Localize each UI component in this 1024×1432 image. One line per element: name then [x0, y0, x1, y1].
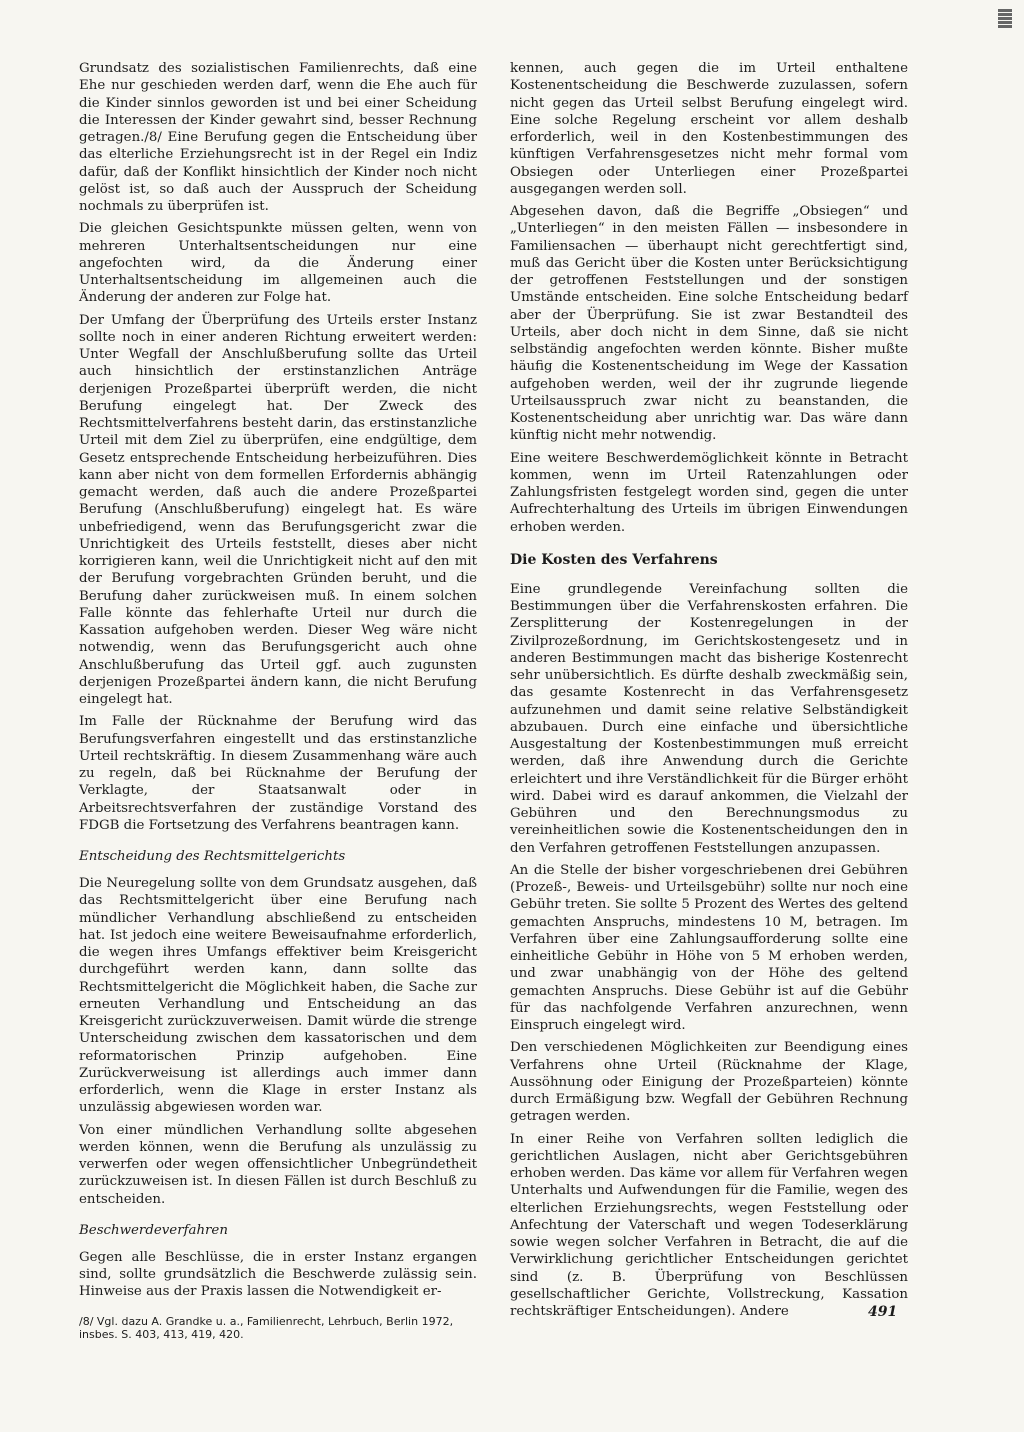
- paragraph: Im Falle der Rücknahme der Berufung wird das Berufungsverfahren eingestellt und das erstinstanzliche Urteil rechtskräftig. In diesem Zusammenhang wäre auch zu regeln, daß bei Rücknahme der Berufung der Verklagte, der Staatsanwalt oder in Arbeitsrechtsverfahren der zuständige Vorstand des FDGB die Fortsetzung des Verfahrens beantragen kann.: [79, 714, 477, 833]
- footnote: /8/ Vgl. dazu A. Grandke u. a., Familienrecht, Lehrbuch, Berlin 1972, insbes. S. 403, 413, 419, 420.: [79, 1314, 454, 1341]
- section-heading-entscheidung: Entscheidung des Rechtsmittelgerichts: [79, 849, 346, 864]
- section-heading-beschwerde: Beschwerdeverfahren: [79, 1222, 228, 1238]
- paragraph: Eine weitere Beschwerdemöglichkeit könnte in Betracht kommen, wenn im Urteil Ratenzahlungen oder Zahlungsfristen festgelegt worden sind, gegen die unter Aufrechterhaltung des Urteils im übrigen Einwendungen erhoben werden.: [510, 450, 908, 535]
- section-heading-kosten: Die Kosten des Verfahrens: [510, 551, 718, 568]
- page-edge-mark: [998, 8, 1012, 32]
- paragraph: In einer Reihe von Verfahren sollten lediglich die gerichtlichen Auslagen, nicht aber Gerichtsgebühren erhoben werden. Das käme vor allem für Verfahren wegen Unterhalts und Aufwendungen für die Familie, wegen des elterlichen Erziehungsrechts, wegen Feststellung oder Anfechtung der Vaterschaft und wegen Todeserklärung sowie wegen solcher Verfahren in Betracht, die auf die Verwirklichung gerichtlicher Entscheidungen gerichtet sind (z. B. Überprüfung von Beschlüssen gesellschaftlicher Gerichte, Vollstreckung, Kassation rechtskräftiger Entscheidungen). Andere: [510, 1131, 908, 1319]
- page-number: 491: [868, 1304, 898, 1320]
- paragraph: Gegen alle Beschlüsse, die in erster Instanz ergangen sind, sollte grundsätzlich die Beschwerde zulässig sein. Hinweise aus der Praxis lassen die Notwendigkeit er-: [79, 1249, 477, 1300]
- paragraph: Grundsatz des sozialistischen Familienrechts, daß eine Ehe nur geschieden werden darf, wenn die Ehe auch für die Kinder sinnlos geworden ist und bei einer Scheidung die Interessen der Kinder gewahrt sind, besser Rechnung getragen./8/ Eine Berufung gegen die Entscheidung über das elterliche Erziehungsrecht ist in der Regel ein Indiz dafür, daß der Konflikt hinsichtlich der Kinder noch nicht gelöst ist, so daß auch der Ausspruch der Scheidung nochmals zu überprüfen ist.: [79, 61, 477, 214]
- paragraph: Eine grundlegende Vereinfachung sollten die Bestimmungen über die Verfahrenskosten erfahren. Die Zersplitterung der Kostenregelungen in der Zivilprozeßordnung, im Gerichtskostengesetz und in anderen Bestimmungen macht das bisherige Kostenrecht sehr unübersichtlich. Es dürfte deshalb zweckmäßig sein, das gesamte Kostenrecht in das Verfahrensgesetz aufzunehmen und damit seine relative Selbständigkeit abzubauen. Durch eine einfache und übersichtliche Ausgestaltung der Kostenbestimmungen muß erreicht werden, daß ihre Anwendung durch die Gerichte erleichtert und ihre Verständlichkeit für die Bürger erhöht wird. Dabei wird es darauf ankommen, die Vielzahl der Gebühren und den Berechnungsmodus zu vereinheitlichen sowie die Kostenentscheidungen den in den Verfahren getroffenen Feststellungen anzupassen.: [510, 581, 908, 856]
- paragraph: Die gleichen Gesichtspunkte müssen gelten, wenn von mehreren Unterhaltsentscheidungen nur eine angefochten wird, da die Änderung einer Unterhaltsentscheidung im allgemeinen auch die Änderung der anderen zur Folge hat.: [79, 221, 477, 306]
- paragraph: Den verschiedenen Möglichkeiten zur Beendigung eines Verfahrens ohne Urteil (Rücknahme der Klage, Aussöhnung oder Einigung der Prozeßparteien) könnte durch Ermäßigung bzw. Wegfall der Gebühren Rechnung getragen werden.: [510, 1040, 908, 1125]
- paragraph: Abgesehen davon, daß die Begriffe „Obsiegen“ und „Unterliegen“ in den meisten Fällen — insbesondere in Familiensachen — überhaupt nicht gerechtfertigt sind, muß das Gericht über die Kosten unter Berücksichtigung der getroffenen Feststellungen und der sonstigen Umstände entscheiden. Eine solche Entscheidung bedarf aber der Überprüfung. Sie ist zwar Bestandteil des Urteils, aber doch nicht in dem Sinne, daß sie nicht selbständig angefochten werden könnte. Bisher mußte häufig die Kostenentscheidung im Wege der Kassation aufgehoben werden, weil der ihr zugrunde liegende Urteilsausspruch zwar nicht zu beanstanden, die Kostenentscheidung aber unrichtig war. Das wäre dann künftig nicht mehr notwendig.: [510, 204, 908, 444]
- paragraph: Der Umfang der Überprüfung des Urteils erster Instanz sollte noch in einer anderen Richtung erweitert werden: Unter Wegfall der Anschlußberufung sollte das Urteil auch hinsichtlich der erstinstanzlichen Anträge derjenigen Prozeßpartei überprüft werden, die nicht Berufung eingelegt hat. Der Zweck des Rechtsmittelverfahrens besteht darin, das erstinstanzliche Urteil mit dem Ziel zu überprüfen, eine endgültige, dem Gesetz entsprechende Entscheidung herbeizuführen. Dies kann aber nicht von dem formellen Erfordernis abhängig gemacht werden, daß auch die andere Prozeßpartei Berufung (Anschlußberufung) eingelegt hat. Es wäre unbefriedigend, wenn das Berufungsgericht zwar die Unrichtigkeit des Urteils feststellt, dieses aber nicht korrigieren kann, weil die Unrichtigkeit nicht auf den mit der Berufung vorgebrachten Gründen beruht, und die Berufung daher zurückweisen muß. In einem solchen Falle könnte das fehlerhafte Urteil nur durch die Kassation aufgehoben werden. Dieser Weg wäre nicht notwendig, wenn das Berufungsgericht auch ohne Anschlußberufung das Urteil ggf. auch zugunsten derjenigen Prozeßpartei ändern kann, die nicht Berufung eingelegt hat.: [79, 312, 477, 707]
- paragraph: An die Stelle der bisher vorgeschriebenen drei Gebühren (Prozeß-, Beweis- und Urteilsgebühr) sollte nur noch eine Gebühr treten. Sie sollte 5 Prozent des Wertes des geltend gemachten Anspruchs, mindestens 10 M, betragen. Im Verfahren über eine Zahlungsaufforderung sollte eine einheitliche Gebühr in Höhe von 5 M erhoben werden, und zwar unabhängig von der Höhe des geltend gemachten Anspruchs. Diese Gebühr ist auf die Gebühr für das nachfolgende Verfahren anzurechnen, wenn Einspruch eingelegt wird.: [510, 862, 908, 1033]
- paragraph: Die Neuregelung sollte von dem Grundsatz ausgehen, daß das Rechtsmittelgericht über eine Berufung nach mündlicher Verhandlung abschließend zu entscheiden hat. Ist jedoch eine weitere Beweisaufnahme erforderlich, die wegen ihres Umfangs effektiver beim Kreisgericht durchgeführt werden kann, dann sollte das Rechtsmittelgericht die Möglichkeit haben, die Sache zur erneuten Verhandlung und Entscheidung an das Kreisgericht zurückzuverweisen. Damit würde die strenge Unterscheidung zwischen dem kassatorischen und dem reformatorischen Prinzip aufgehoben. Eine Zurückverweisung ist allerdings auch immer dann erforderlich, wenn die Klage in erster Instanz als unzulässig abgewiesen worden war.: [79, 876, 477, 1116]
- paragraph: kennen, auch gegen die im Urteil enthaltene Kostenentscheidung die Beschwerde zuzulassen, sofern nicht gegen das Urteil selbst Berufung eingelegt wird. Eine solche Regelung erscheint vor allem deshalb erforderlich, weil in den Kostenbestimmungen des künftigen Verfahrensgesetzes nicht mehr formal vom Obsiegen oder Unterliegen einer Prozeßpartei ausgegangen werden soll.: [510, 61, 908, 197]
- left-column: [79, 60, 477, 1341]
- right-column: [510, 60, 908, 1325]
- paragraph: Von einer mündlichen Verhandlung sollte abgesehen werden können, wenn die Berufung als unzulässig zu verwerfen oder wegen offensichtlicher Unbegründetheit zurückzuweisen ist. In diesen Fällen ist durch Beschluß zu entscheiden.: [79, 1122, 477, 1207]
